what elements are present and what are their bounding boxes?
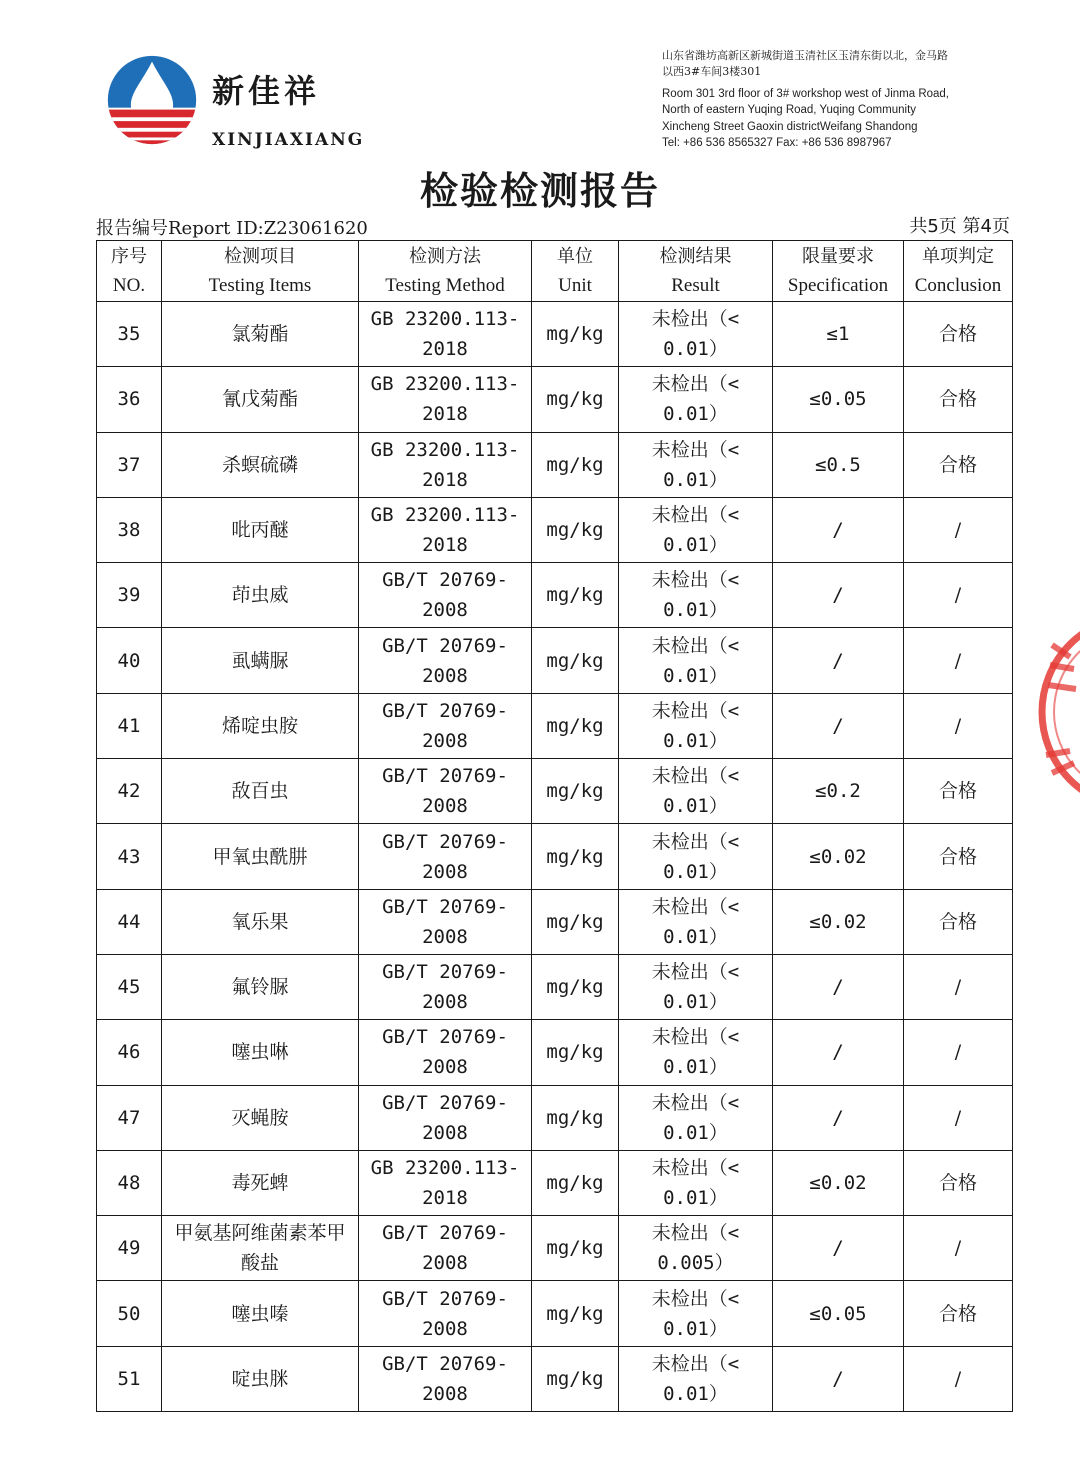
cell-method (359, 563, 532, 628)
result-line: 0.01） (663, 1187, 728, 1209)
result-line: 0.01） (663, 860, 728, 883)
cell-no: 36 (97, 367, 162, 432)
cell-conclusion: 合格 (904, 302, 1013, 367)
cell-spec: / (773, 1020, 904, 1085)
cell-spec: / (773, 563, 904, 628)
address-cn-line: 以西3#车间3楼301 (662, 65, 762, 78)
method-line: 2018 (422, 338, 468, 361)
cell-no: 38 (97, 497, 162, 562)
header-cn: 序号 (111, 246, 147, 267)
table-row (97, 693, 1013, 758)
result-line: 0.01） (663, 1382, 728, 1405)
method-line: 2008 (422, 664, 468, 687)
result-line: 0.01） (663, 664, 728, 687)
cell-result (619, 1216, 773, 1281)
method-line: GB/T 20769- (382, 634, 508, 657)
cell-conclusion: 合格 (904, 889, 1013, 954)
method-line: GB 23200.113- (370, 373, 520, 396)
method-line: 2008 (422, 1317, 468, 1340)
method-line: GB/T 20769- (382, 699, 508, 722)
cell-conclusion: 合格 (904, 367, 1013, 432)
cell-unit: mg/kg (532, 628, 619, 693)
company-logo-icon (104, 52, 200, 148)
cell-item: 敌百虫 (162, 759, 359, 824)
header-en: Unit (558, 275, 592, 296)
cell-result (619, 628, 773, 693)
method-line: GB/T 20769- (382, 1352, 508, 1375)
header-en: Testing Items (208, 275, 312, 296)
cell-result (619, 563, 773, 628)
table-row (97, 1085, 1013, 1150)
header-cn: 限量要求 (802, 246, 874, 267)
table-row (97, 1346, 1013, 1411)
company-address-en (662, 86, 1022, 152)
column-header-spec (773, 241, 904, 302)
cell-result (619, 1346, 773, 1411)
cell-no: 47 (97, 1085, 162, 1150)
table-row (97, 954, 1013, 1019)
result-line: 未检出（< (651, 699, 740, 722)
cell-method (359, 1085, 532, 1150)
cell-spec: / (773, 497, 904, 562)
method-line: 2008 (422, 599, 468, 622)
method-line: GB 23200.113- (370, 504, 520, 527)
table-row (97, 302, 1013, 367)
cell-no: 48 (97, 1150, 162, 1215)
cell-result (619, 302, 773, 367)
cell-item: 烯啶虫胺 (162, 693, 359, 758)
cell-method (359, 367, 532, 432)
column-header-conclusion (904, 241, 1013, 302)
method-line: GB/T 20769- (382, 1026, 508, 1049)
result-line: 未检出（< (651, 961, 740, 984)
method-line: 2008 (422, 795, 468, 818)
table-row (97, 889, 1013, 954)
result-line: 未检出（< (651, 765, 740, 788)
cell-no: 50 (97, 1281, 162, 1346)
cell-result (619, 1085, 773, 1150)
cell-unit: mg/kg (532, 1346, 619, 1411)
cell-spec: ≤0.02 (773, 824, 904, 889)
header-cn: 单位 (557, 246, 593, 267)
method-line: GB/T 20769- (382, 765, 508, 788)
cell-method (359, 497, 532, 562)
method-line: 2018 (422, 1187, 468, 1209)
address-en-line: Room 301 3rd floor of 3# workshop west of Jinma Road, (662, 88, 950, 100)
result-line: 未检出（< (651, 569, 740, 592)
cell-conclusion: / (904, 1346, 1013, 1411)
result-line: 未检出（< (651, 1352, 740, 1375)
header-cn: 检测结果 (659, 246, 732, 267)
cell-method (359, 759, 532, 824)
result-line: 0.01） (663, 599, 728, 622)
cell-unit: mg/kg (532, 824, 619, 889)
contact-line: Tel: +86 536 8565327 Fax: +86 536 8987967 (662, 137, 892, 150)
report-id: 报告编号Report ID:Z23061620 (96, 218, 368, 239)
table-row (97, 1150, 1013, 1215)
cell-item: 啶虫脒 (162, 1346, 359, 1411)
cell-spec: / (773, 628, 904, 693)
result-line: 0.01） (663, 991, 728, 1014)
cell-item: 虱螨脲 (162, 628, 359, 693)
cell-item: 噻虫啉 (162, 1020, 359, 1085)
cell-conclusion: / (904, 497, 1013, 562)
column-header-method (359, 241, 532, 302)
cell-spec: / (773, 1346, 904, 1411)
method-line: 2018 (422, 534, 468, 557)
cell-conclusion: / (904, 693, 1013, 758)
result-line: 0.01） (663, 925, 728, 948)
cell-unit: mg/kg (532, 497, 619, 562)
cell-no: 49 (97, 1216, 162, 1281)
cell-item: 茚虫威 (162, 563, 359, 628)
result-line: 未检出（< (651, 1222, 740, 1245)
result-line: 未检出（< (651, 1287, 740, 1310)
header-en: Conclusion (914, 275, 1002, 296)
method-line: 2008 (422, 729, 468, 752)
cell-result (619, 824, 773, 889)
cell-conclusion: 合格 (904, 759, 1013, 824)
cell-result (619, 1150, 773, 1215)
company-name-en: XINJIAXIANG (212, 130, 365, 150)
cell-spec: / (773, 1216, 904, 1281)
cell-spec: ≤0.2 (773, 759, 904, 824)
cell-result (619, 497, 773, 562)
column-header-unit (532, 241, 619, 302)
cell-unit: mg/kg (532, 759, 619, 824)
table-row (97, 1020, 1013, 1085)
cell-method (359, 1346, 532, 1411)
table-row (97, 1216, 1013, 1281)
cell-unit: mg/kg (532, 1216, 619, 1281)
header-en: Specification (787, 275, 889, 296)
page-indicator: 共5页 第4页 (909, 216, 1010, 237)
method-line: 2018 (422, 468, 468, 491)
cell-conclusion: / (904, 628, 1013, 693)
header-cn: 检测项目 (224, 246, 296, 267)
result-line: 未检出（< (651, 895, 740, 918)
method-line: GB/T 20769- (382, 1222, 508, 1245)
method-line: GB/T 20769- (382, 830, 508, 853)
result-line: 0.01） (663, 468, 728, 491)
result-line: 未检出（< (651, 634, 740, 657)
cell-item: 杀螟硫磷 (162, 432, 359, 497)
method-line: GB 23200.113- (370, 1157, 520, 1179)
cell-spec: ≤0.5 (773, 432, 904, 497)
cell-result (619, 693, 773, 758)
cell-method (359, 628, 532, 693)
header-en: NO. (112, 275, 146, 296)
cell-conclusion: / (904, 1020, 1013, 1085)
method-line: GB 23200.113- (370, 438, 520, 461)
cell-no: 37 (97, 432, 162, 497)
header-cn: 单项判定 (922, 246, 994, 267)
result-line: 0.01） (663, 403, 728, 426)
cell-method (359, 693, 532, 758)
method-line: GB/T 20769- (382, 1287, 508, 1310)
cell-no: 40 (97, 628, 162, 693)
cell-method (359, 432, 532, 497)
table-row (97, 759, 1013, 824)
results-table (96, 240, 1013, 1412)
cell-method (359, 1150, 532, 1215)
result-line: 未检出（< (651, 308, 740, 331)
cell-conclusion: 合格 (904, 824, 1013, 889)
cell-item: 灭蝇胺 (162, 1085, 359, 1150)
column-header-item (162, 241, 359, 302)
result-line: 0.01） (663, 729, 728, 752)
address-en-line: Xincheng Street Gaoxin districtWeifang Shandong (662, 120, 918, 133)
cell-method (359, 889, 532, 954)
cell-unit: mg/kg (532, 367, 619, 432)
cell-item: 噻虫嗪 (162, 1281, 359, 1346)
result-line: 0.01） (663, 338, 728, 361)
result-line: 0.01） (663, 1317, 728, 1340)
address-en-line: North of eastern Yuqing Road, Yuqing Community (662, 104, 917, 117)
cell-conclusion: / (904, 563, 1013, 628)
cell-item: 吡丙醚 (162, 497, 359, 562)
cell-unit: mg/kg (532, 1150, 619, 1215)
result-line: 0.01） (663, 795, 728, 818)
cell-spec: ≤0.05 (773, 1281, 904, 1346)
cell-result (619, 432, 773, 497)
method-line: 2008 (422, 1382, 468, 1405)
cell-item: 氯菊酯 (162, 302, 359, 367)
cell-unit: mg/kg (532, 563, 619, 628)
cell-unit: mg/kg (532, 432, 619, 497)
cell-conclusion: 合格 (904, 432, 1013, 497)
table-body (97, 302, 1013, 1412)
result-line: 未检出（< (651, 830, 740, 853)
cell-conclusion: / (904, 1216, 1013, 1281)
cell-item: 甲氨基阿维菌素苯甲酸盐 (162, 1216, 359, 1281)
cell-item: 氟铃脲 (162, 954, 359, 1019)
cell-no: 46 (97, 1020, 162, 1085)
cell-spec: ≤0.05 (773, 367, 904, 432)
cell-result (619, 1281, 773, 1346)
cell-conclusion: 合格 (904, 1281, 1013, 1346)
method-line: 2008 (422, 1056, 468, 1079)
cell-item: 氧乐果 (162, 889, 359, 954)
table-row (97, 367, 1013, 432)
result-line: 0.01） (663, 534, 728, 557)
method-line: 2008 (422, 1121, 468, 1144)
method-line: 2008 (422, 860, 468, 883)
table-header-row (97, 241, 1013, 302)
result-line: 0.01） (663, 1056, 728, 1079)
result-line: 未检出（< (651, 504, 740, 527)
table-row (97, 432, 1013, 497)
cell-no: 44 (97, 889, 162, 954)
table-row (97, 628, 1013, 693)
cell-method (359, 1020, 532, 1085)
cell-method (359, 1216, 532, 1281)
cell-conclusion: 合格 (904, 1150, 1013, 1215)
cell-unit: mg/kg (532, 954, 619, 1019)
cell-unit: mg/kg (532, 693, 619, 758)
method-line: GB/T 20769- (382, 895, 508, 918)
cell-result (619, 889, 773, 954)
cell-spec: / (773, 954, 904, 1019)
method-line: 2008 (422, 1252, 468, 1275)
cell-spec: / (773, 693, 904, 758)
method-line: 2008 (422, 991, 468, 1014)
header-en: Result (671, 275, 720, 296)
result-line: 0.005） (657, 1252, 734, 1275)
method-line: 2008 (422, 925, 468, 948)
report-header (0, 0, 1080, 160)
cell-conclusion: / (904, 954, 1013, 1019)
header-en: Testing Method (385, 275, 505, 296)
cell-result (619, 954, 773, 1019)
method-line: GB/T 20769- (382, 569, 508, 592)
header-cn: 检测方法 (409, 246, 481, 267)
cell-result (619, 1020, 773, 1085)
method-line: 2018 (422, 403, 468, 426)
cell-result (619, 367, 773, 432)
company-address-cn (662, 48, 1022, 80)
cell-no: 43 (97, 824, 162, 889)
cell-unit: mg/kg (532, 889, 619, 954)
cell-no: 42 (97, 759, 162, 824)
company-name-cn: 新佳祥 (212, 72, 321, 110)
cell-method (359, 824, 532, 889)
cell-spec: ≤0.02 (773, 889, 904, 954)
table-row (97, 824, 1013, 889)
cell-result (619, 759, 773, 824)
result-line: 未检出（< (651, 373, 740, 396)
cell-unit: mg/kg (532, 302, 619, 367)
cell-item: 氰戊菊酯 (162, 367, 359, 432)
cell-unit: mg/kg (532, 1281, 619, 1346)
cell-conclusion: / (904, 1085, 1013, 1150)
official-seal-stamp (1030, 605, 1080, 820)
result-line: 未检出（< (651, 1026, 740, 1049)
column-header-result (619, 241, 773, 302)
cell-method (359, 1281, 532, 1346)
cell-spec: / (773, 1085, 904, 1150)
table-row (97, 1281, 1013, 1346)
cell-no: 39 (97, 563, 162, 628)
cell-spec: ≤1 (773, 302, 904, 367)
cell-no: 45 (97, 954, 162, 1019)
result-line: 未检出（< (651, 1091, 740, 1114)
report-title: 检验检测报告 (419, 169, 660, 213)
method-line: GB/T 20769- (382, 1091, 508, 1114)
method-line: GB 23200.113- (370, 308, 520, 331)
result-line: 未检出（< (651, 1157, 740, 1179)
cell-method (359, 302, 532, 367)
cell-unit: mg/kg (532, 1020, 619, 1085)
cell-no: 41 (97, 693, 162, 758)
cell-method (359, 954, 532, 1019)
method-line: GB/T 20769- (382, 961, 508, 984)
cell-no: 35 (97, 302, 162, 367)
column-header-no (97, 241, 162, 302)
table-row (97, 497, 1013, 562)
table-row (97, 563, 1013, 628)
cell-no: 51 (97, 1346, 162, 1411)
cell-spec: ≤0.02 (773, 1150, 904, 1215)
cell-item: 毒死蜱 (162, 1150, 359, 1215)
result-line: 未检出（< (651, 438, 740, 461)
cell-unit: mg/kg (532, 1085, 619, 1150)
address-cn-line: 山东省潍坊高新区新城街道玉清社区玉清东街以北，金马路 (662, 49, 948, 62)
result-line: 0.01） (663, 1121, 728, 1144)
cell-item: 甲氧虫酰肼 (162, 824, 359, 889)
